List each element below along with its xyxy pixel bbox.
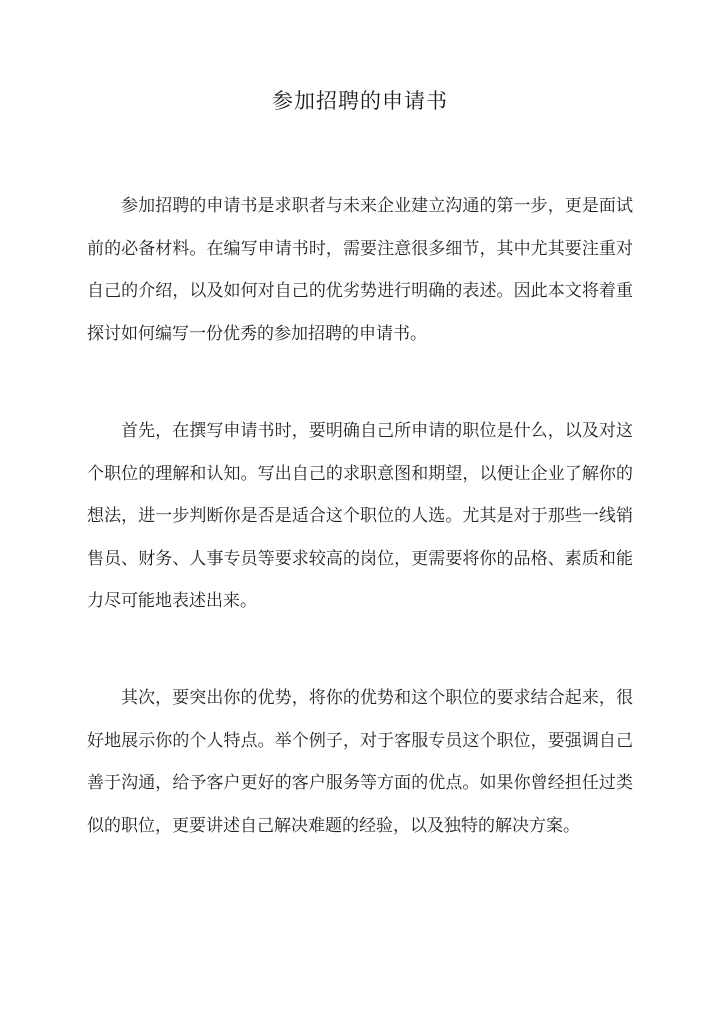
paragraph-introduction: 参加招聘的申请书是求职者与未来企业建立沟通的第一步，更是面试前的必备材料。在编写申请书时，需要注意很多细节，其中尤其要注重对自己的介绍，以及如何对自己的优劣势进行明确的表述。因此本文将着重探讨如何编写一份优秀的参加招聘的申请书。 [87,196,633,344]
document-title: 参加招聘的申请书 [272,89,448,113]
paragraph-second-point: 其次，要突出你的优势，将你的优势和这个职位的要求结合起来，很好地展示你的个人特点。举个例子，对于客服专员这个职位，要强调自己善于沟通，给予客户更好的客户服务等方面的优点。如果你曾经担任过类似的职位，更要讲述自己解决难题的经验，以及独特的解决方案。 [87,688,633,836]
paragraph-first-point: 首先，在撰写申请书时，要明确自己所申请的职位是什么，以及对这个职位的理解和认知。写出自己的求职意图和期望，以便让企业了解你的想法，进一步判断你是否是适合这个职位的人选。尤其是对于那些一线销售员、财务、人事专员等要求较高的岗位，更需要将你的品格、素质和能力尽可能地表述出来。 [87,421,633,611]
